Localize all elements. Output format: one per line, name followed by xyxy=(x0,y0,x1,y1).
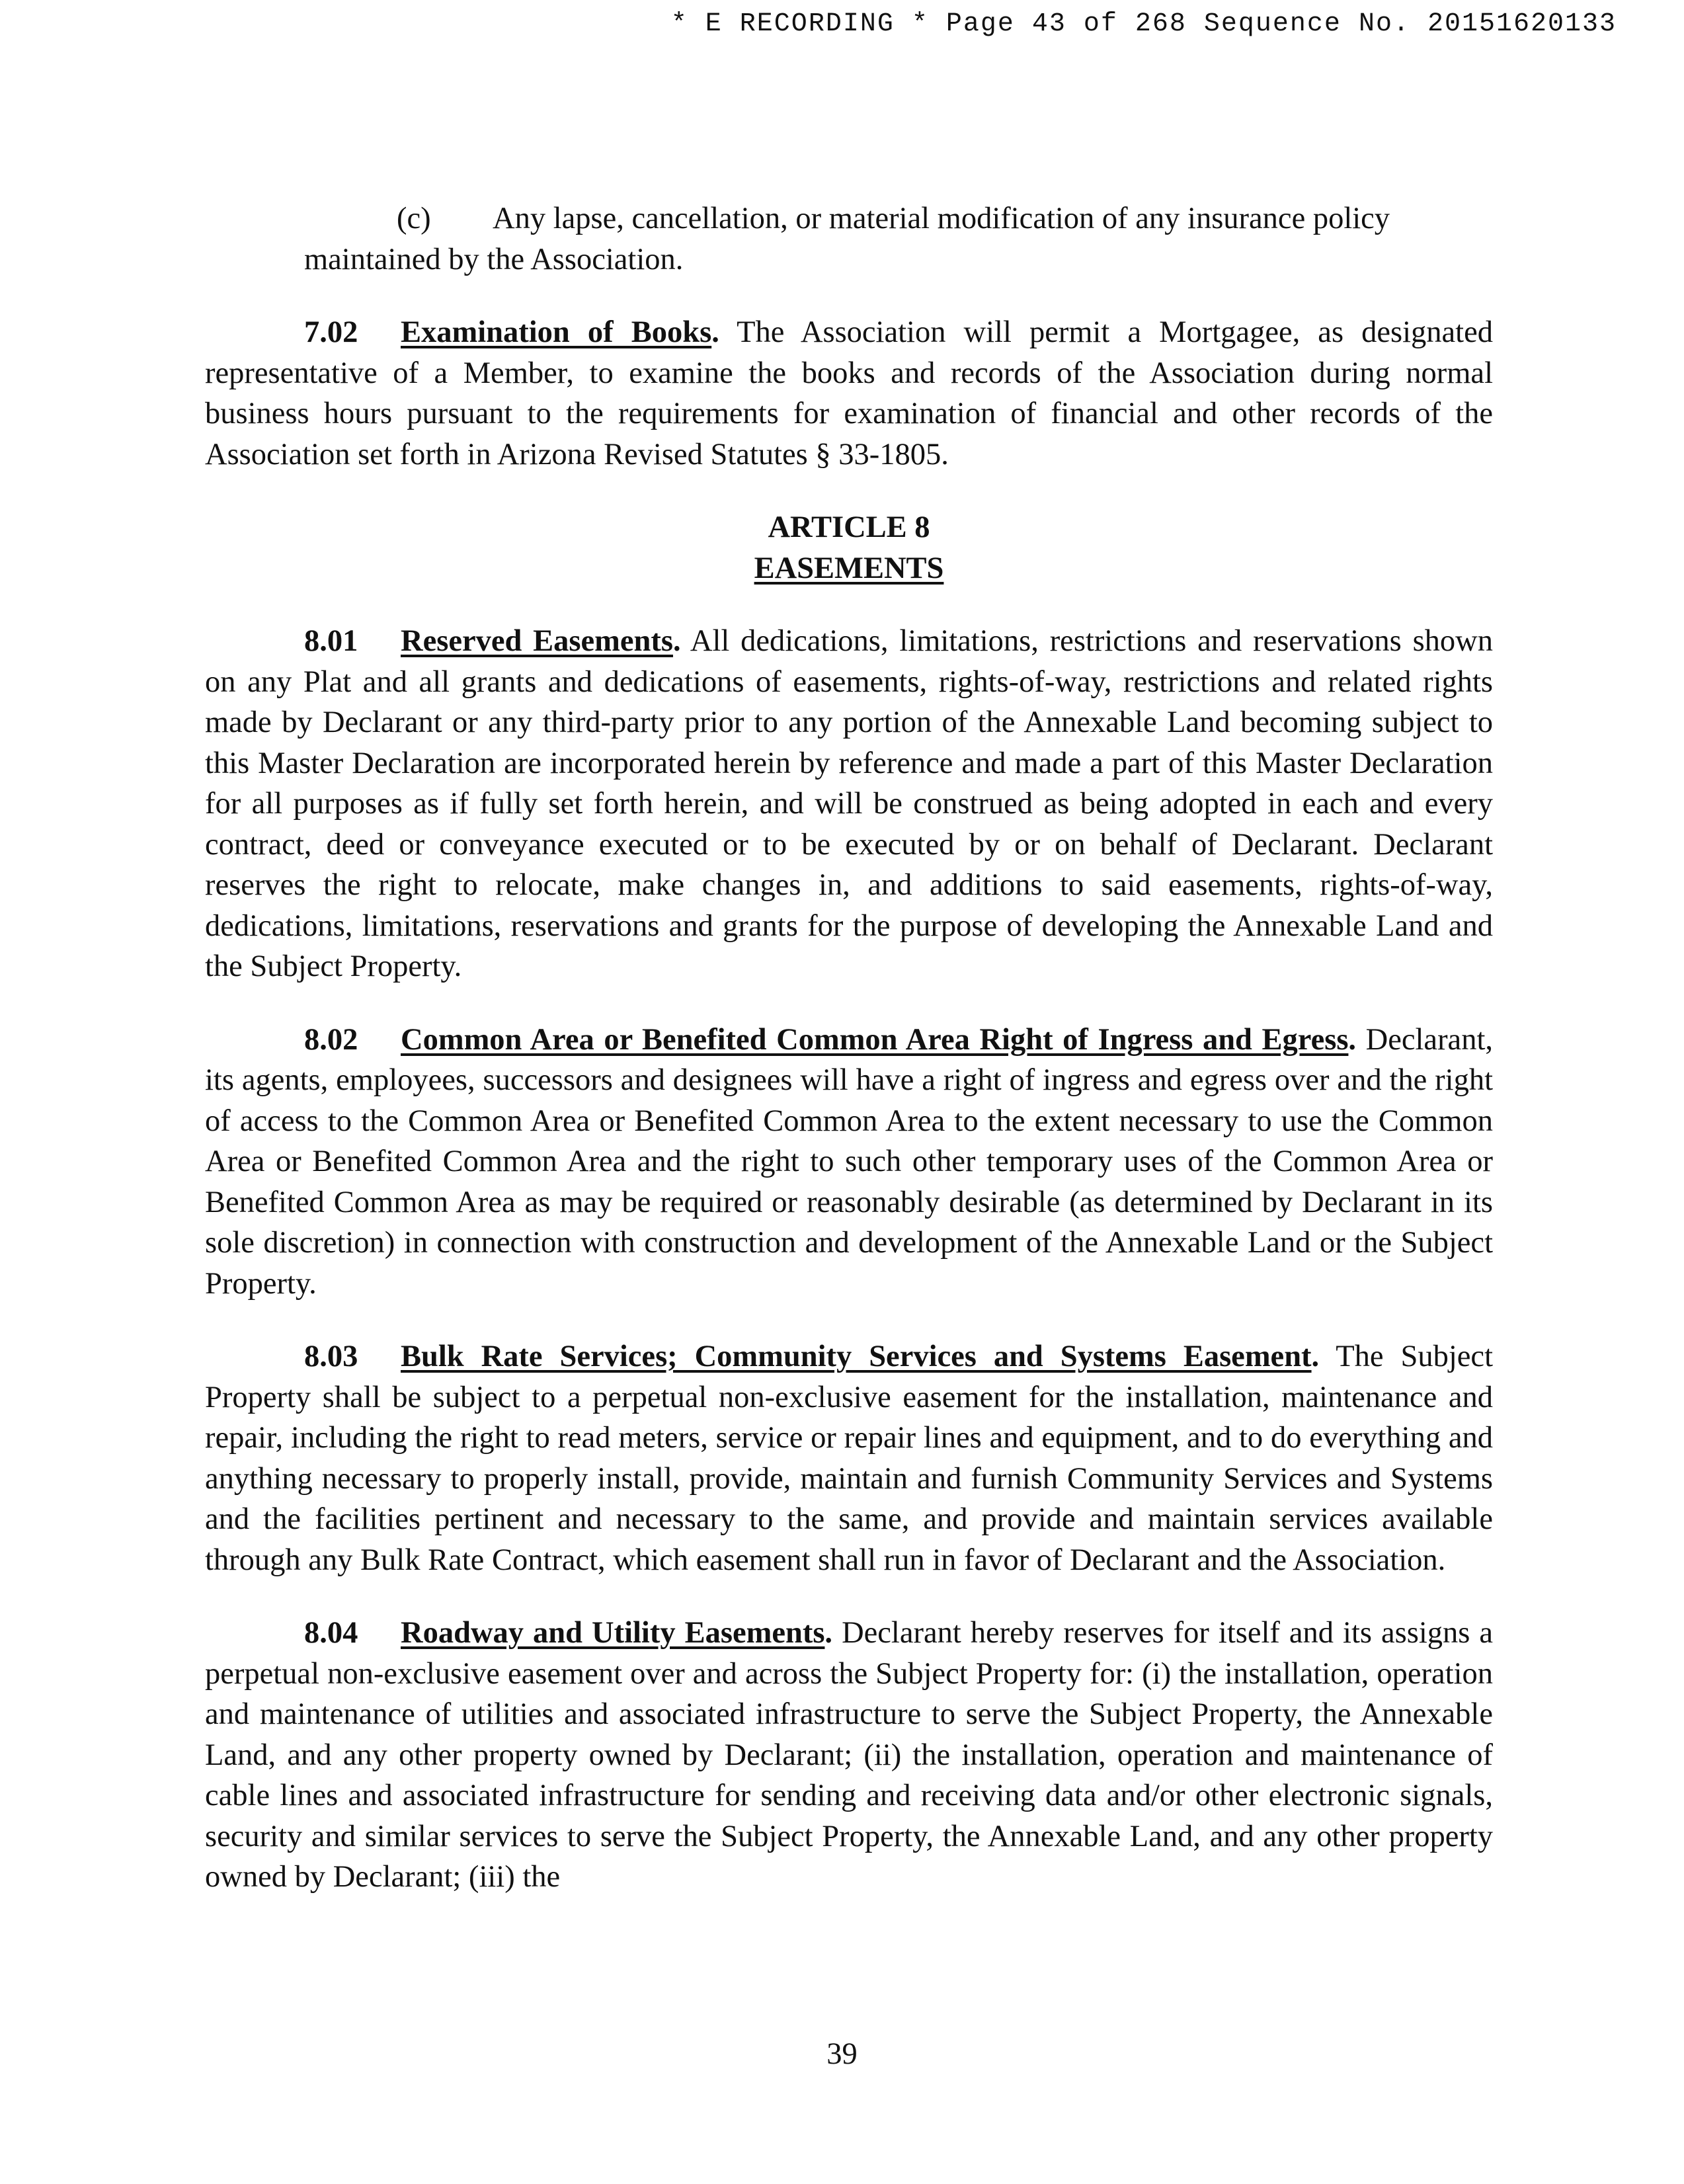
section-number: 8.04 xyxy=(304,1616,358,1650)
page-number: 39 xyxy=(826,2037,858,2071)
item-c-label: (c) xyxy=(397,202,431,235)
article-title: EASEMENTS xyxy=(754,551,944,585)
section-body: Declarant hereby reserves for itself and its assigns a perpetual non-exclusive easement over and across the Subject Property for: (i) the installation, operation and maintenance of utilities and associated infrastructure to serve the Subject Property, the Annexable Land, and any other property owned by Declarant; (ii) the installation, operation and maintenance of cable lines and associated infrastructure for sending and receiving data and/or other electronic signals, security and similar services to serve the Subject Property, the Annexable Land, and any other property owned by Declarant; (iii) the xyxy=(205,1616,1493,1894)
section-body: The Association will permit a Mortgagee, as designated representative of a Member, to examine the books and records of the Association during normal business hours pursuant to the requirements for examination of financial and other records of the Association set forth in Arizona Revised Statutes § 33-1805. xyxy=(205,315,1493,471)
section-7-02: 7.02 Examination of Books. The Association will permit a Mortgagee, as designated representative of a Member, to examine the books and records of the Association during normal business hours pursuant to the requirements for examination of financial and other records of the Association set forth in Arizona Revised Statutes § 33-1805. xyxy=(205,312,1493,475)
section-number: 8.03 xyxy=(304,1340,358,1373)
list-item-c xyxy=(205,198,1493,280)
section-heading: Reserved Easements xyxy=(401,624,673,658)
document-body xyxy=(205,198,1493,1930)
item-c-text-line1: Any lapse, cancellation, or material modification of any insurance policy xyxy=(493,202,1390,235)
section-heading: Common Area or Benefited Common Area Right of Ingress and Egress xyxy=(401,1022,1349,1057)
section-8-02: 8.02 Common Area or Benefited Common Area Right of Ingress and Egress. Declarant, its agents, employees, successors and designees will have a right of ingress and egress over and the right of access to the Common Area or Benefited Common Area to the extent necessary to use the Common Area or Benefited Common Area and the right to such other temporary uses of the Common Area or Benefited Common Area as may be required or reasonably desirable (as determined by Declarant in its sole discretion) in connection with construction and development of the Annexable Land or the Subject Property. xyxy=(205,1020,1493,1305)
section-number: 7.02 xyxy=(304,315,358,349)
section-heading: Examination of Books xyxy=(401,315,712,349)
section-heading: Bulk Rate Services; Community Services and Systems Easement xyxy=(401,1340,1312,1373)
section-8-04: 8.04 Roadway and Utility Easements. Declarant hereby reserves for itself and its assigns a perpetual non-exclusive easement over and across the Subject Property for: (i) the installation, operation and maintenance of utilities and associated infrastructure to serve the Subject Property, the Annexable Land, and any other property owned by Declarant; (ii) the installation, operation and maintenance of cable lines and associated infrastructure for sending and receiving data and/or other electronic signals, security and similar services to serve the Subject Property, the Annexable Land, and any other property owned by Declarant; (iii) the xyxy=(205,1613,1493,1898)
section-8-01: 8.01 Reserved Easements. All dedications, limitations, restrictions and reservations shown on any Plat and all grants and dedications of easements, rights-of-way, restrictions and related rights made by Declarant or any third-party prior to any portion of the Annexable Land becoming subject to this Master Declaration are incorporated herein by reference and made a part of this Master Declaration for all purposes as if fully set forth herein, and will be construed as being adopted in each and every contract, deed or conveyance executed or to be executed by or on behalf of Declarant. Declarant reserves the right to relocate, make changes in, and additions to said easements, rights-of-way, dedications, limitations, reservations and grants for the purpose of developing the Annexable Land and the Subject Property. xyxy=(205,621,1493,987)
section-number: 8.01 xyxy=(304,624,358,658)
item-c-text-line2: maintained by the Association. xyxy=(304,242,684,276)
article-heading xyxy=(205,507,1493,588)
section-body: Declarant, its agents, employees, successors and designees will have a right of ingress and egress over and the right of access to the Common Area or Benefited Common Area to the extent necessary to use the Common Area or Benefited Common Area and the right to such other temporary uses of the Common Area or Benefited Common Area as may be required or reasonably desirable (as determined by Declarant in its sole discretion) in connection with construction and development of the Annexable Land or the Subject Property. xyxy=(205,1022,1493,1301)
section-heading: Roadway and Utility Easements xyxy=(401,1616,825,1650)
article-label: ARTICLE 8 xyxy=(768,510,930,544)
section-body: The Subject Property shall be subject to a perpetual non-exclusive easement for the installation, maintenance and repair, including the right to read meters, service or repair lines and equipment, and to do everything and anything necessary to properly install, provide, maintain and furnish Community Services and Systems and the facilities pertinent and necessary to the same, and provide and maintain services available through any Bulk Rate Contract, which easement shall run in favor of Declarant and the Association. xyxy=(205,1340,1493,1577)
section-body: All dedications, limitations, restrictions and reservations shown on any Plat and all grants and dedications of easements, rights-of-way, restrictions and related rights made by Declarant or any third-party prior to any portion of the Annexable Land becoming subject to this Master Declaration are incorporated herein by reference and made a part of this Master Declaration for all purposes as if fully set forth herein, and will be construed as being adopted in each and every contract, deed or conveyance executed or to be executed by or on behalf of Declarant. Declarant reserves the right to relocate, make changes in, and additions to said easements, rights-of-way, dedications, limitations, reservations and grants for the purpose of developing the Annexable Land and the Subject Property. xyxy=(205,624,1493,983)
section-8-03: 8.03 Bulk Rate Services; Community Services and Systems Easement. The Subject Property shall be subject to a perpetual non-exclusive easement for the installation, maintenance and repair, including the right to read meters, service or repair lines and equipment, and to do everything and anything necessary to properly install, provide, maintain and furnish Community Services and Systems and the facilities pertinent and necessary to the same, and provide and maintain services available through any Bulk Rate Contract, which easement shall run in favor of Declarant and the Association. xyxy=(205,1336,1493,1580)
section-number: 8.02 xyxy=(304,1022,358,1057)
recording-header: * E RECORDING * Page 43 of 268 Sequence No. 20151620133 xyxy=(670,9,1617,39)
